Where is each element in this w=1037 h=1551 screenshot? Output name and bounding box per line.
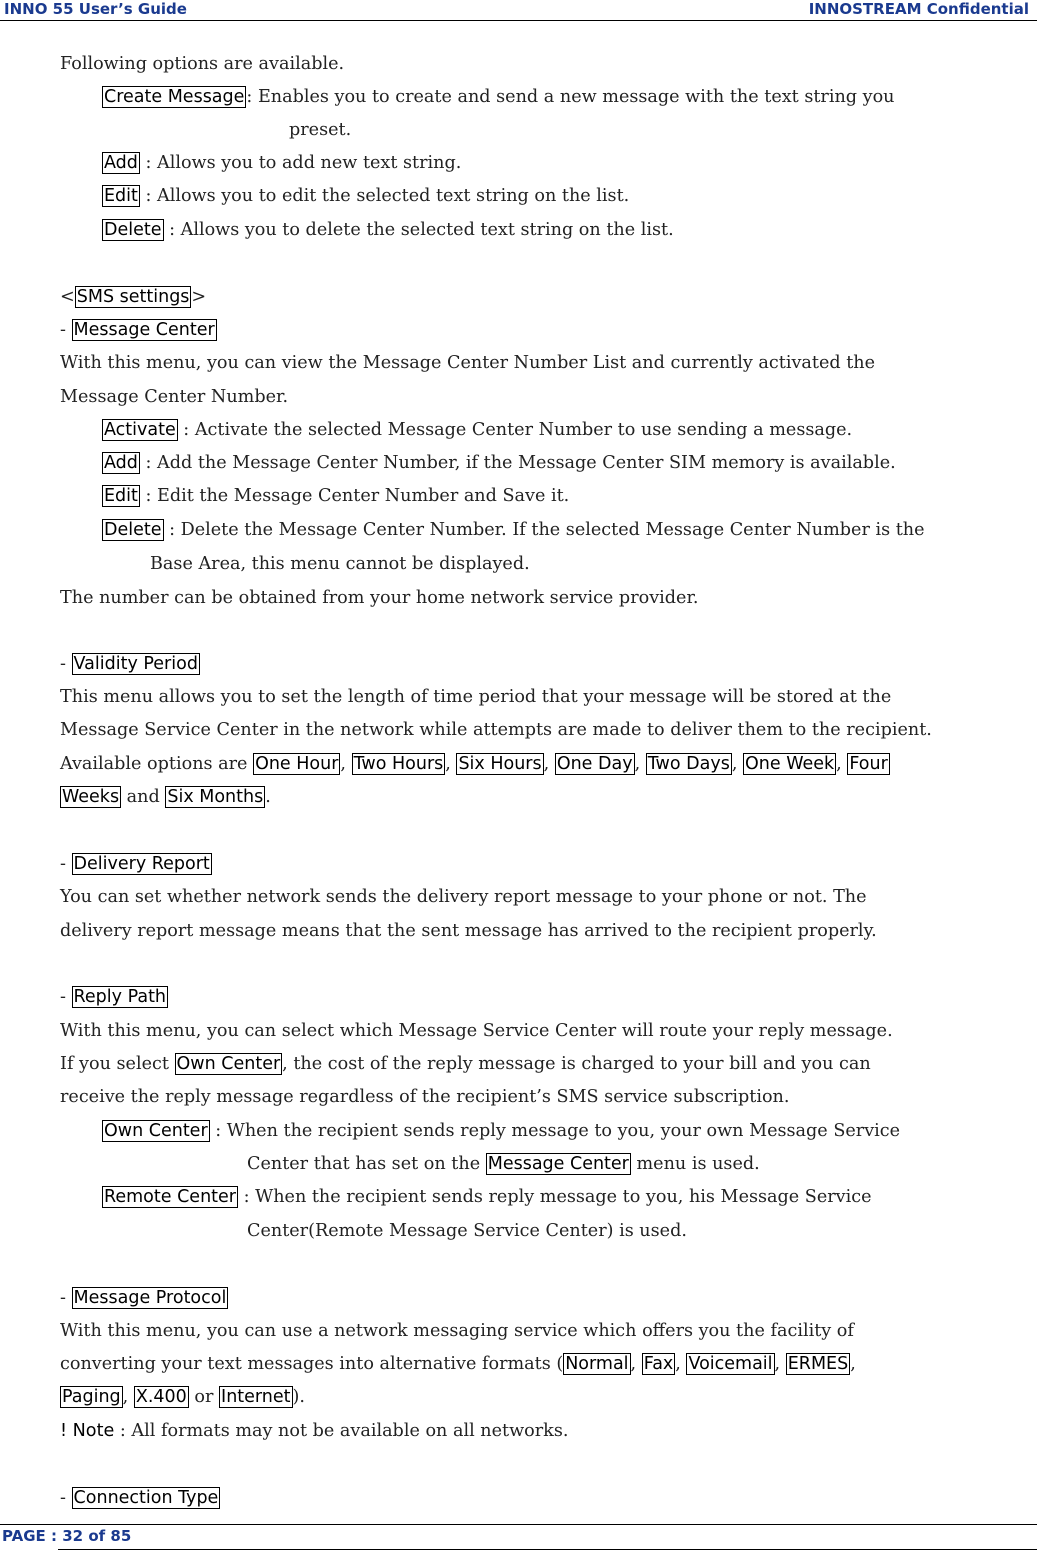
rp-paragraph-3: receive the reply message regardless of the recipient’s SMS service subscription. bbox=[60, 1087, 790, 1107]
rp-option-own-center: Own Center : When the recipient sends reply message to you, your own Message Service bbox=[104, 1121, 901, 1141]
add-term: Add bbox=[104, 153, 138, 173]
validity-period-term: Validity Period bbox=[73, 654, 198, 674]
sms-settings-term: SMS settings bbox=[76, 287, 190, 307]
one-day-term: One Day bbox=[556, 754, 633, 774]
vp-options-line-2: Weeks and Six Months . bbox=[62, 787, 271, 807]
voicemail-term: Voicemail bbox=[688, 1354, 773, 1374]
own-center-option-term: Own Center bbox=[104, 1121, 208, 1141]
ermes-term: ERMES bbox=[787, 1354, 849, 1374]
doc-title: INNO 55 User’s Guide bbox=[4, 0, 187, 18]
heading-delivery-report: - Delivery Report bbox=[60, 854, 210, 874]
mc-option-delete: Delete : Delete the Message Center Number. If the selected Message Center Number is the bbox=[104, 520, 925, 540]
dr-paragraph-2: delivery report message means that the sent message has arrived to the recipient properly. bbox=[60, 921, 877, 941]
rp-paragraph-2: If you select Own Center , the cost of the reply message is charged to your bill and you can bbox=[60, 1054, 871, 1074]
intro-line: Following options are available. bbox=[60, 54, 345, 74]
mc-option-edit: Edit : Edit the Message Center Number and Save it. bbox=[104, 486, 570, 506]
rp-option-remote-center: Remote Center : When the recipient sends reply message to you, his Message Service bbox=[104, 1187, 872, 1207]
mc-edit-term: Edit bbox=[104, 486, 138, 506]
four-weeks-term: Four bbox=[849, 754, 888, 774]
six-months-term: Six Months bbox=[167, 787, 264, 807]
page-header bbox=[0, 0, 1037, 21]
fax-term: Fax bbox=[643, 1354, 674, 1374]
vp-paragraph-2: Message Service Center in the network while attempts are made to deliver them to the recipient. bbox=[60, 720, 932, 740]
note-label: ! Note bbox=[60, 1421, 115, 1441]
vp-paragraph-1: This menu allows you to set the length of time period that your message will be stored at the bbox=[60, 687, 892, 707]
heading-validity-period: - Validity Period bbox=[60, 654, 198, 674]
mp-paragraph-1: With this menu, you can use a network messaging service which offers you the facility of bbox=[60, 1321, 854, 1341]
option-add: Add : Allows you to add new text string. bbox=[104, 153, 462, 173]
reply-path-term: Reply Path bbox=[73, 987, 167, 1007]
edit-term: Edit bbox=[104, 186, 138, 206]
confidential-label: INNOSTREAM Confidential bbox=[808, 0, 1029, 18]
option-delete: Delete : Allows you to delete the selected text string on the list. bbox=[104, 220, 674, 240]
mc-delete-term: Delete bbox=[104, 520, 162, 540]
heading-reply-path: - Reply Path bbox=[60, 987, 167, 1007]
internet-term: Internet bbox=[221, 1387, 291, 1407]
section-sms-settings: < SMS settings > bbox=[60, 287, 207, 307]
mc-add-term: Add bbox=[104, 453, 138, 473]
option-edit: Edit : Allows you to edit the selected text string on the list. bbox=[104, 186, 630, 206]
two-days-term: Two Days bbox=[647, 754, 730, 774]
one-hour-term: One Hour bbox=[255, 754, 339, 774]
mp-note: ! Note : All formats may not be available on all networks. bbox=[60, 1421, 569, 1441]
create-message-term: Create Message bbox=[104, 87, 245, 107]
mc-option-add: Add : Add the Message Center Number, if the Message Center SIM memory is available. bbox=[104, 453, 896, 473]
page-footer bbox=[0, 1524, 1037, 1551]
own-center-term: Own Center bbox=[176, 1054, 281, 1074]
message-center-ref-term: Message Center bbox=[487, 1154, 629, 1174]
connection-type-term: Connection Type bbox=[73, 1488, 219, 1508]
mc-option-activate: Activate : Activate the selected Message Center Number to use sending a message. bbox=[104, 420, 853, 440]
rp-option-remote-center-cont: Center(Remote Message Service Center) is used. bbox=[247, 1221, 687, 1241]
mp-paragraph-2: converting your text messages into alternative formats ( Normal , Fax , Voicemail , ERMES , bbox=[60, 1354, 856, 1374]
rp-option-own-center-cont: Center that has set on the Message Center menu is used. bbox=[247, 1154, 760, 1174]
rp-paragraph-1: With this menu, you can select which Message Service Center will route your reply message. bbox=[60, 1021, 893, 1041]
normal-term: Normal bbox=[565, 1354, 629, 1374]
heading-message-protocol: - Message Protocol bbox=[60, 1288, 227, 1308]
option-create-message: Create Message : Enables you to create and send a new message with the text string you bbox=[104, 87, 895, 107]
heading-message-center: - Message Center bbox=[60, 320, 215, 340]
vp-options-line: Available options are One Hour , Two Hours , Six Hours , One Day , Two Days , One Week , Four bbox=[60, 754, 888, 774]
remote-center-term: Remote Center bbox=[104, 1187, 236, 1207]
mc-paragraph-2: Message Center Number. bbox=[60, 387, 289, 407]
four-weeks-term-cont: Weeks bbox=[62, 787, 120, 807]
option-create-message-cont: preset. bbox=[289, 120, 352, 140]
one-week-term: One Week bbox=[745, 754, 835, 774]
message-protocol-term: Message Protocol bbox=[73, 1288, 227, 1308]
paging-term: Paging bbox=[62, 1387, 121, 1407]
two-hours-term: Two Hours bbox=[353, 754, 444, 774]
delete-term: Delete bbox=[104, 220, 162, 240]
dr-paragraph-1: You can set whether network sends the delivery report message to your phone or not. The bbox=[60, 887, 867, 907]
mp-paragraph-3: Paging , X.400 or Internet ). bbox=[62, 1387, 305, 1407]
page-number: PAGE : 32 of 85 bbox=[2, 1527, 132, 1545]
heading-connection-type: - Connection Type bbox=[60, 1488, 219, 1508]
mc-paragraph-1: With this menu, you can view the Message Center Number List and currently activated the bbox=[60, 353, 876, 373]
message-center-term: Message Center bbox=[73, 320, 215, 340]
footer-rule bbox=[58, 1549, 1037, 1550]
delivery-report-term: Delivery Report bbox=[73, 854, 210, 874]
mc-option-delete-cont: Base Area, this menu cannot be displayed. bbox=[150, 554, 530, 574]
mc-paragraph-3: The number can be obtained from your home network service provider. bbox=[60, 588, 699, 608]
x400-term: X.400 bbox=[135, 1387, 187, 1407]
six-hours-term: Six Hours bbox=[458, 754, 542, 774]
activate-term: Activate bbox=[104, 420, 176, 440]
